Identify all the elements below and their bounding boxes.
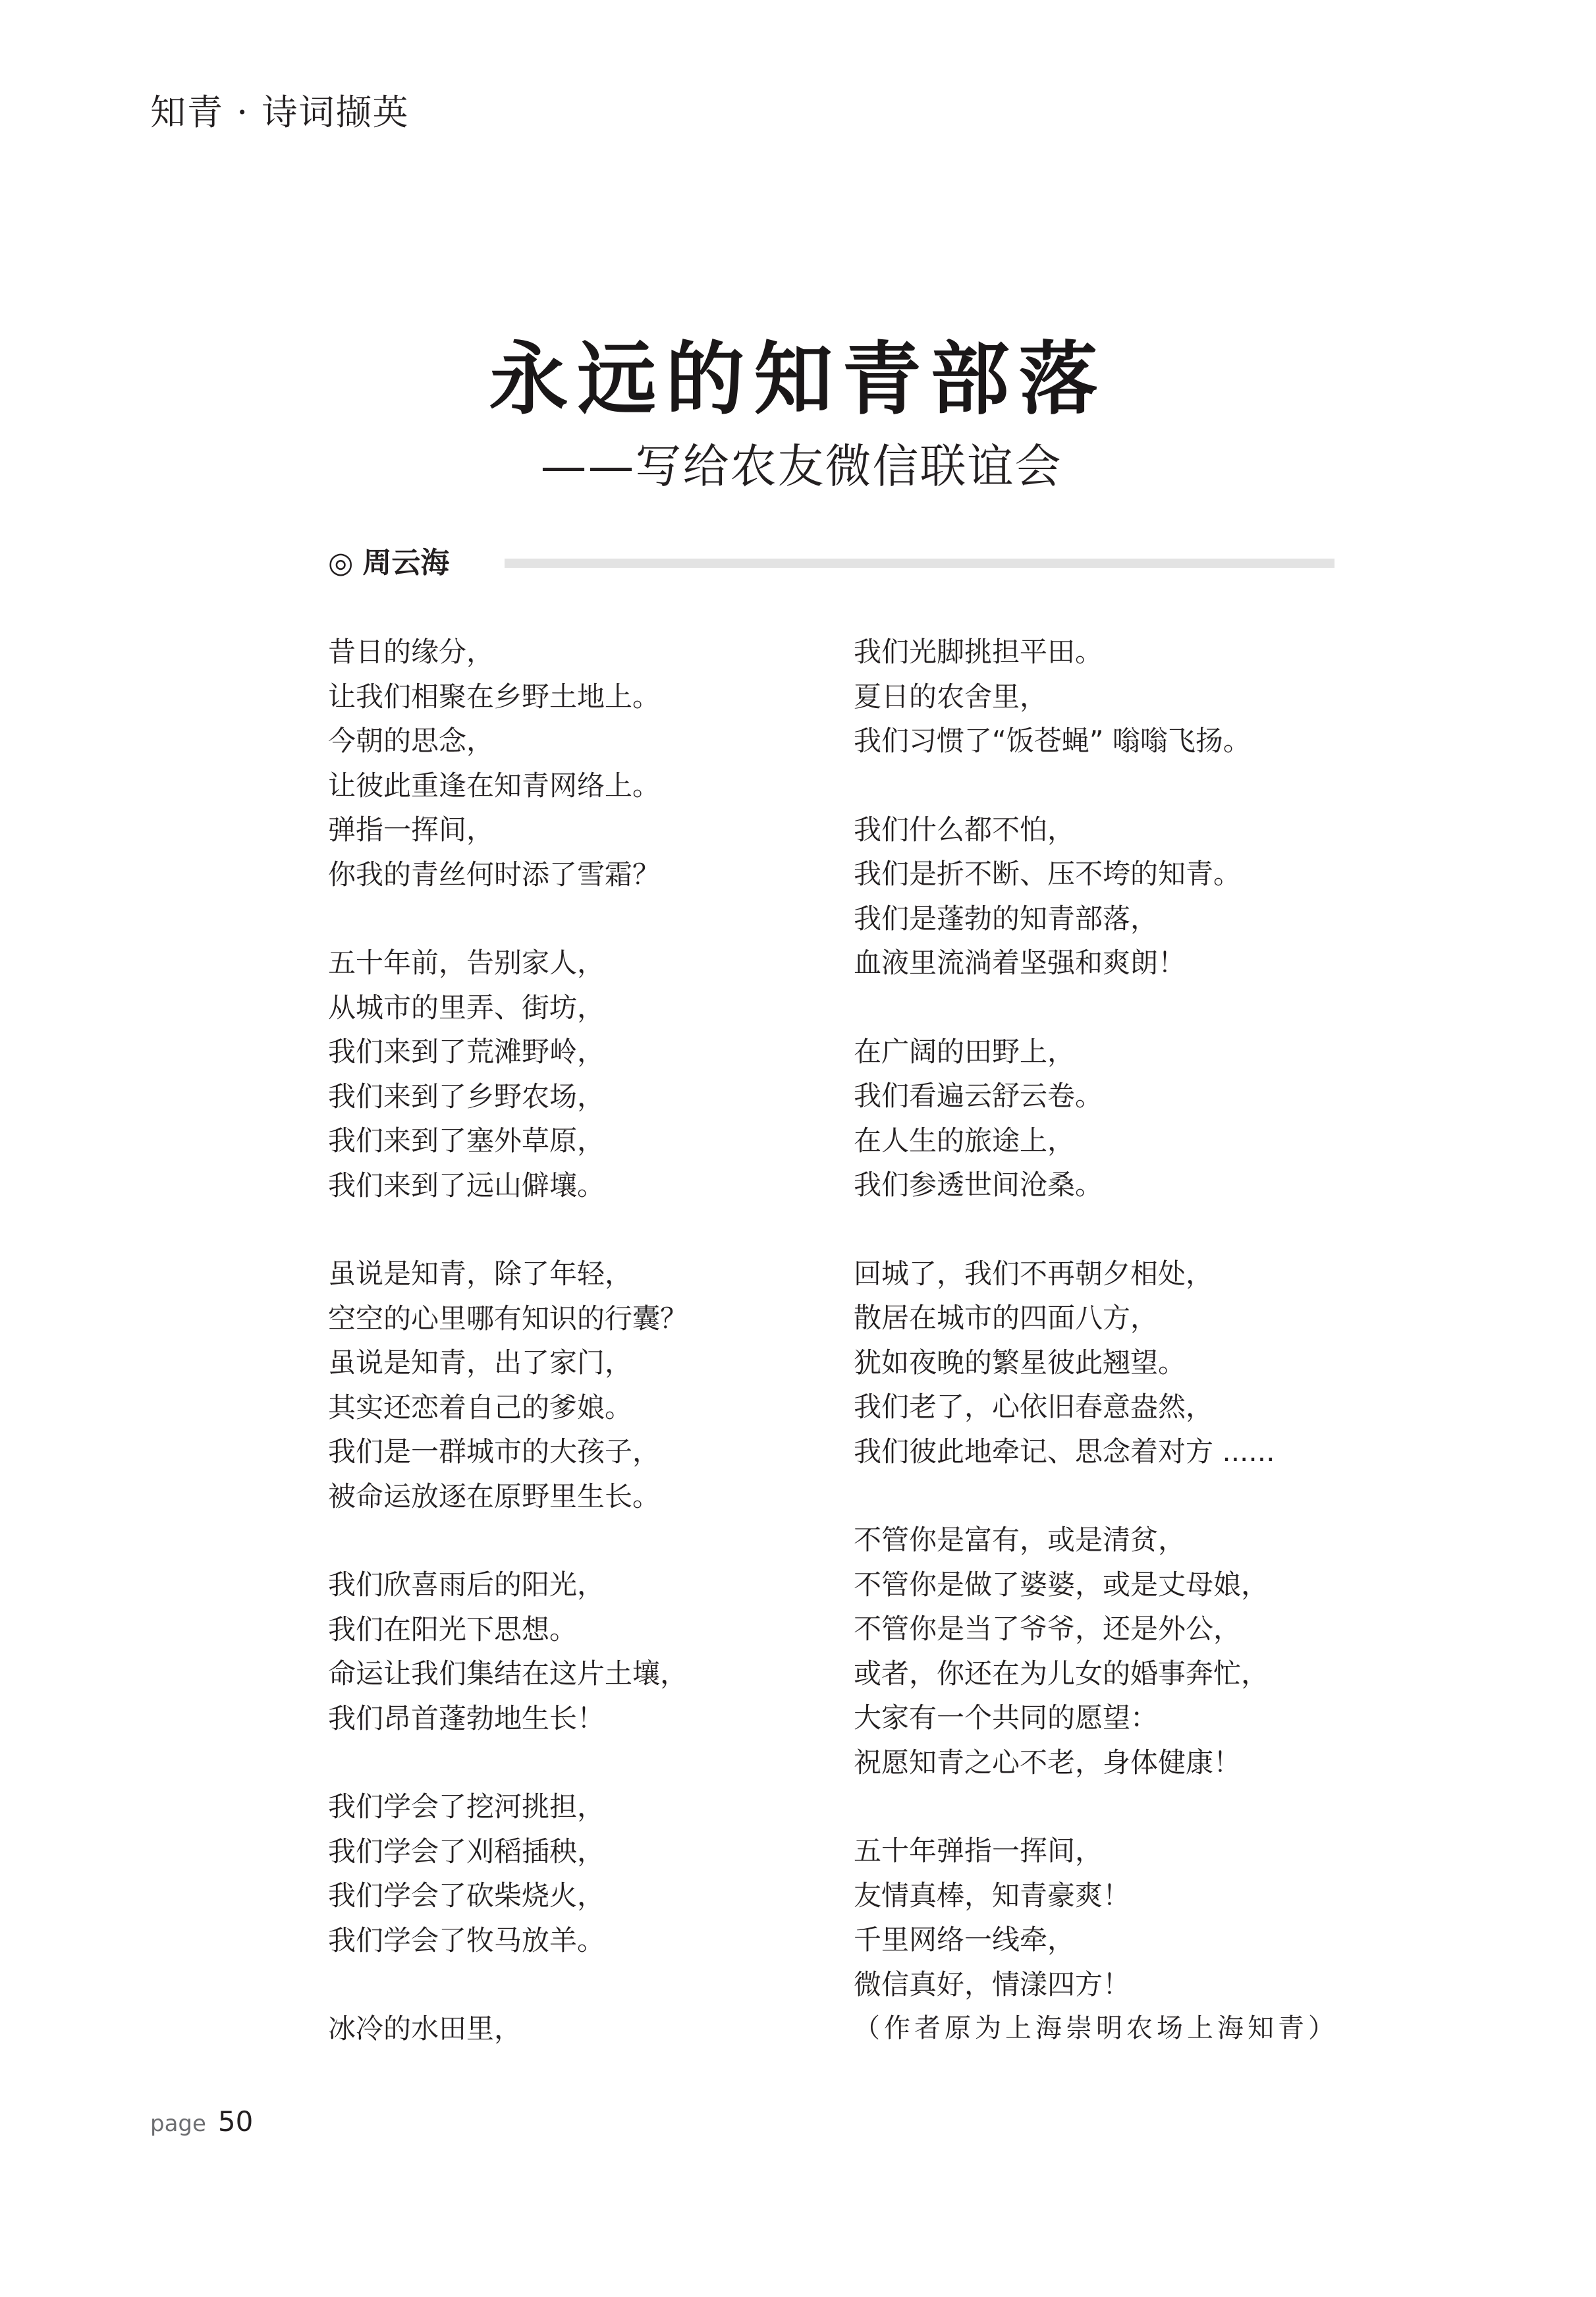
poem-line: 我们来到了乡野农场，	[328, 1080, 605, 1113]
poem-line: 今朝的思念，	[328, 725, 495, 757]
poem-line: 我们什么都不怕，	[854, 813, 1076, 846]
poem-line: 被命运放逐在原野里生长。	[328, 1480, 661, 1512]
poem-line: 我们学会了刈稻插秧，	[328, 1835, 605, 1868]
poem-line: 我们习惯了“饭苍蝇” 嗡嗡飞扬。	[854, 725, 1251, 757]
poem-line: 让我们相聚在乡野土地上。	[328, 680, 661, 713]
poem-line: 我们参透世间沧桑。	[854, 1169, 1103, 1201]
poem-line: 你我的青丝何时添了雪霜？	[328, 858, 661, 891]
author-divider	[505, 559, 1335, 568]
page-number: 50	[217, 2105, 254, 2138]
poem-line: 虽说是知青，除了年轻，	[328, 1258, 633, 1290]
poem-right-column	[854, 630, 1341, 2095]
poem-line: 我们昂首蓬勃地生长！	[328, 1702, 605, 1734]
page-label: page	[150, 2111, 206, 2137]
poem-line: 不管你是做了婆婆，或是丈母娘，	[854, 1568, 1269, 1601]
poem-line: 冰冷的水田里，	[328, 2012, 522, 2045]
poem-line: 散居在城市的四面八方，	[854, 1302, 1159, 1334]
poem-line: 友情真棒，知青豪爽！	[854, 1879, 1131, 1912]
poem-line: 我们欣喜雨后的阳光，	[328, 1568, 605, 1601]
poem-line: 我们学会了牧马放羊。	[328, 1923, 605, 1956]
poem-stanza	[328, 941, 802, 1207]
poem-line: 夏日的农舍里，	[854, 680, 1048, 713]
poem-line: 微信真好，情漾四方！	[854, 1968, 1131, 2001]
poem-stanza	[854, 1518, 1341, 1785]
poem-line: 从城市的里弄、街坊，	[328, 991, 605, 1024]
poem-line: 我们在阳光下思想。	[328, 1613, 578, 1646]
author-name: 周云海	[362, 546, 450, 580]
poem-stanza	[854, 1252, 1341, 1474]
poem-line: 昔日的缘分，	[328, 636, 495, 668]
poem-stanza	[854, 630, 1341, 763]
page-footer	[150, 2105, 253, 2138]
poem-line: 我们看遍云舒云卷。	[854, 1080, 1103, 1112]
poem-line: 千里网络一线牵，	[854, 1923, 1076, 1956]
poem-line: 五十年弹指一挥间，	[854, 1835, 1103, 1867]
poem-line: 不管你是当了爷爷，还是外公，	[854, 1613, 1242, 1645]
poem-line: 祝愿知青之心不老，身体健康！	[854, 1746, 1242, 1779]
article-subtitle: ——写给农友微信联谊会	[540, 439, 1062, 493]
poem-line: 我们来到了荒滩野岭，	[328, 1036, 605, 1068]
poem-line: 我们学会了挖河挑担，	[328, 1790, 605, 1823]
poem-line: 弹指一挥间，	[328, 814, 495, 846]
poem-line: 不管你是富有，或是清贫，	[854, 1524, 1186, 1556]
poem-line: 我们是蓬勃的知青部落，	[854, 902, 1159, 935]
poem-line: 我们光脚挑担平田。	[854, 636, 1103, 668]
author-row	[328, 539, 1336, 585]
author-mark-icon: ◎	[328, 546, 354, 580]
poem-stanza	[328, 2006, 802, 2051]
poem-stanza	[328, 1785, 802, 1962]
poem-line: 让彼此重逢在知青网络上。	[328, 769, 661, 802]
poem-line: 五十年前，告别家人，	[328, 947, 605, 979]
poem-line: 我们是一群城市的大孩子，	[328, 1435, 661, 1468]
poem-line: 我们彼此地牵记、思念着对方 ......	[854, 1435, 1275, 1468]
poem-line: 空空的心里哪有知识的行囊？	[328, 1302, 688, 1335]
poem-stanza	[854, 1829, 1341, 2051]
poem-line: 虽说是知青，出了家门，	[328, 1346, 633, 1379]
poem-line: 大家有一个共同的愿望：	[854, 1702, 1159, 1734]
poem-stanza	[854, 1030, 1341, 1207]
poem-line: 或者，你还在为儿女的婚事奔忙，	[854, 1657, 1269, 1690]
poem-line: 回城了，我们不再朝夕相处，	[854, 1257, 1214, 1290]
poem-left-column	[328, 630, 802, 2095]
author-note: （作者原为上海崇明农场上海知青）	[854, 2013, 1338, 2043]
poem-line: 血液里流淌着坚强和爽朗！	[854, 947, 1186, 979]
poem-stanza	[854, 808, 1341, 985]
poem-stanza	[328, 630, 802, 897]
poem-stanza	[328, 1252, 802, 1518]
poem-line: 在人生的旅途上，	[854, 1124, 1076, 1157]
poem-line: 命运让我们集结在这片土壤，	[328, 1657, 688, 1690]
section-label: 知青 · 诗词撷英	[150, 92, 410, 133]
poem-line: 我们老了，心依旧春意盎然，	[854, 1391, 1214, 1423]
poem-line: 我们来到了远山僻壤。	[328, 1169, 605, 1202]
poem-stanza	[328, 1563, 802, 1740]
poem-line: 在广阔的田野上，	[854, 1035, 1076, 1068]
author-byline	[328, 539, 449, 581]
poem-line: 犹如夜晚的繁星彼此翘望。	[854, 1346, 1186, 1379]
poem-line: 我们学会了砍柴烧火，	[328, 1879, 605, 1912]
article-title: 永远的知青部落	[489, 334, 1107, 426]
poem-line: 我们是折不断、压不垮的知青。	[854, 858, 1242, 890]
poem-line: 我们来到了塞外草原，	[328, 1124, 605, 1157]
poem-line: 其实还恋着自己的爹娘。	[328, 1391, 633, 1424]
